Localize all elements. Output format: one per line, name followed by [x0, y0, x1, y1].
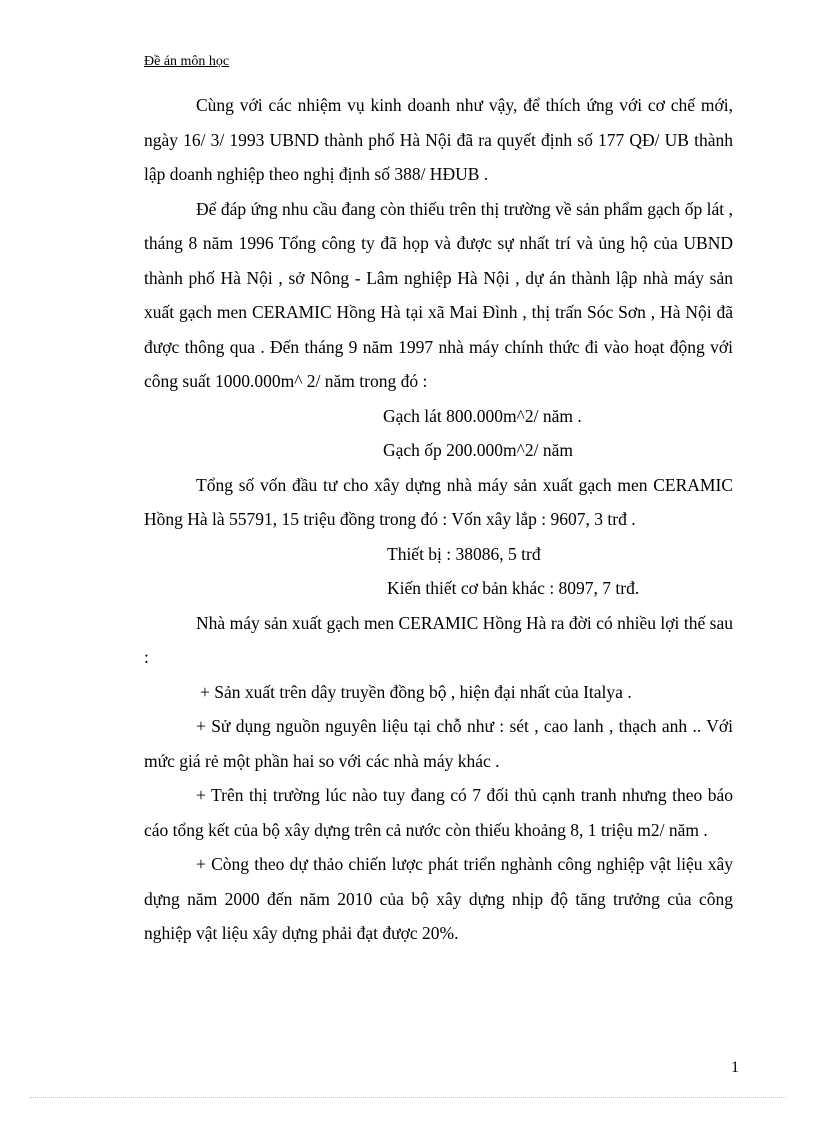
page-footer-divider — [30, 1097, 786, 1098]
paragraph-intro: Cùng với các nhiệm vụ kinh doanh như vậy, để thích ứng với cơ chế mới, ngày 16/ 3/ 1993 UBND thành phố Hà Nội đã ra quyết định số 177 QĐ/ UB thành lập doanh nghiệp theo nghị định số 388/ HĐUB . — [144, 95, 733, 184]
advantage-item: + Sản xuất trên dây truyền đồng bộ , hiện đại nhất của Italya . — [200, 681, 632, 702]
paragraph-factory-founding: Để đáp ứng nhu cầu đang còn thiếu trên thị trường về sản phẩm gạch ốp lát , tháng 8 năm 1996 Tổng công ty đã họp và được sự nhất trí và ủng hộ của UBND thành phố Hà Nội , sở Nông - Lâm nghiệp Hà Nội , dự án thành lập nhà máy sản xuất gạch men CERAMIC Hồng Hà tại xã Mai Đình , thị trấn Sóc Sơn , Hà Nội đã được thông qua . Đến tháng 9 năm 1997 nhà máy chính thức đi vào hoạt động với công suất 1000.000m^ 2/ năm trong đó : — [144, 198, 733, 391]
document-body — [144, 88, 733, 951]
capacity-floor-tile: Gạch lát 800.000m^2/ năm . — [383, 405, 582, 426]
advantage-item: + Trên thị trường lúc nào tuy đang có 7 đối thủ cạnh tranh nhưng theo báo cáo tổng kết của bộ xây dựng trên cả nước còn thiếu khoảng 8, 1 triệu m2/ năm . — [144, 785, 733, 840]
capacity-wall-tile: Gạch ốp 200.000m^2/ năm — [383, 440, 573, 460]
advantage-item: + Còng theo dự thảo chiến lược phát triển nghành công nghiệp vật liệu xây dựng năm 2000 đến năm 2010 của bộ xây dựng nhịp độ tăng trưởng của công nghiệp vật liệu xây dựng phải đạt được 20%. — [144, 854, 733, 943]
advantage-item: + Sử dụng nguồn nguyên liệu tại chỗ như : sét , cao lanh , thạch anh .. Với mức giá rẻ một phần hai so với các nhà máy khác . — [144, 716, 733, 771]
investment-other: Kiến thiết cơ bản khác : 8097, 7 trđ. — [387, 578, 640, 598]
page-number: 1 — [731, 1059, 739, 1076]
page-header: Đề án môn học — [144, 54, 230, 69]
paragraph-advantages: Nhà máy sản xuất gạch men CERAMIC Hồng Hà ra đời có nhiều lợi thế sau : — [144, 612, 733, 667]
investment-equipment: Thiết bị : 38086, 5 trđ — [387, 543, 541, 564]
paragraph-investment: Tổng số vốn đầu tư cho xây dựng nhà máy sản xuất gạch men CERAMIC Hồng Hà là 55791, 15 triệu đồng trong đó : Vốn xây lắp : 9607, 3 trđ . — [144, 474, 733, 529]
